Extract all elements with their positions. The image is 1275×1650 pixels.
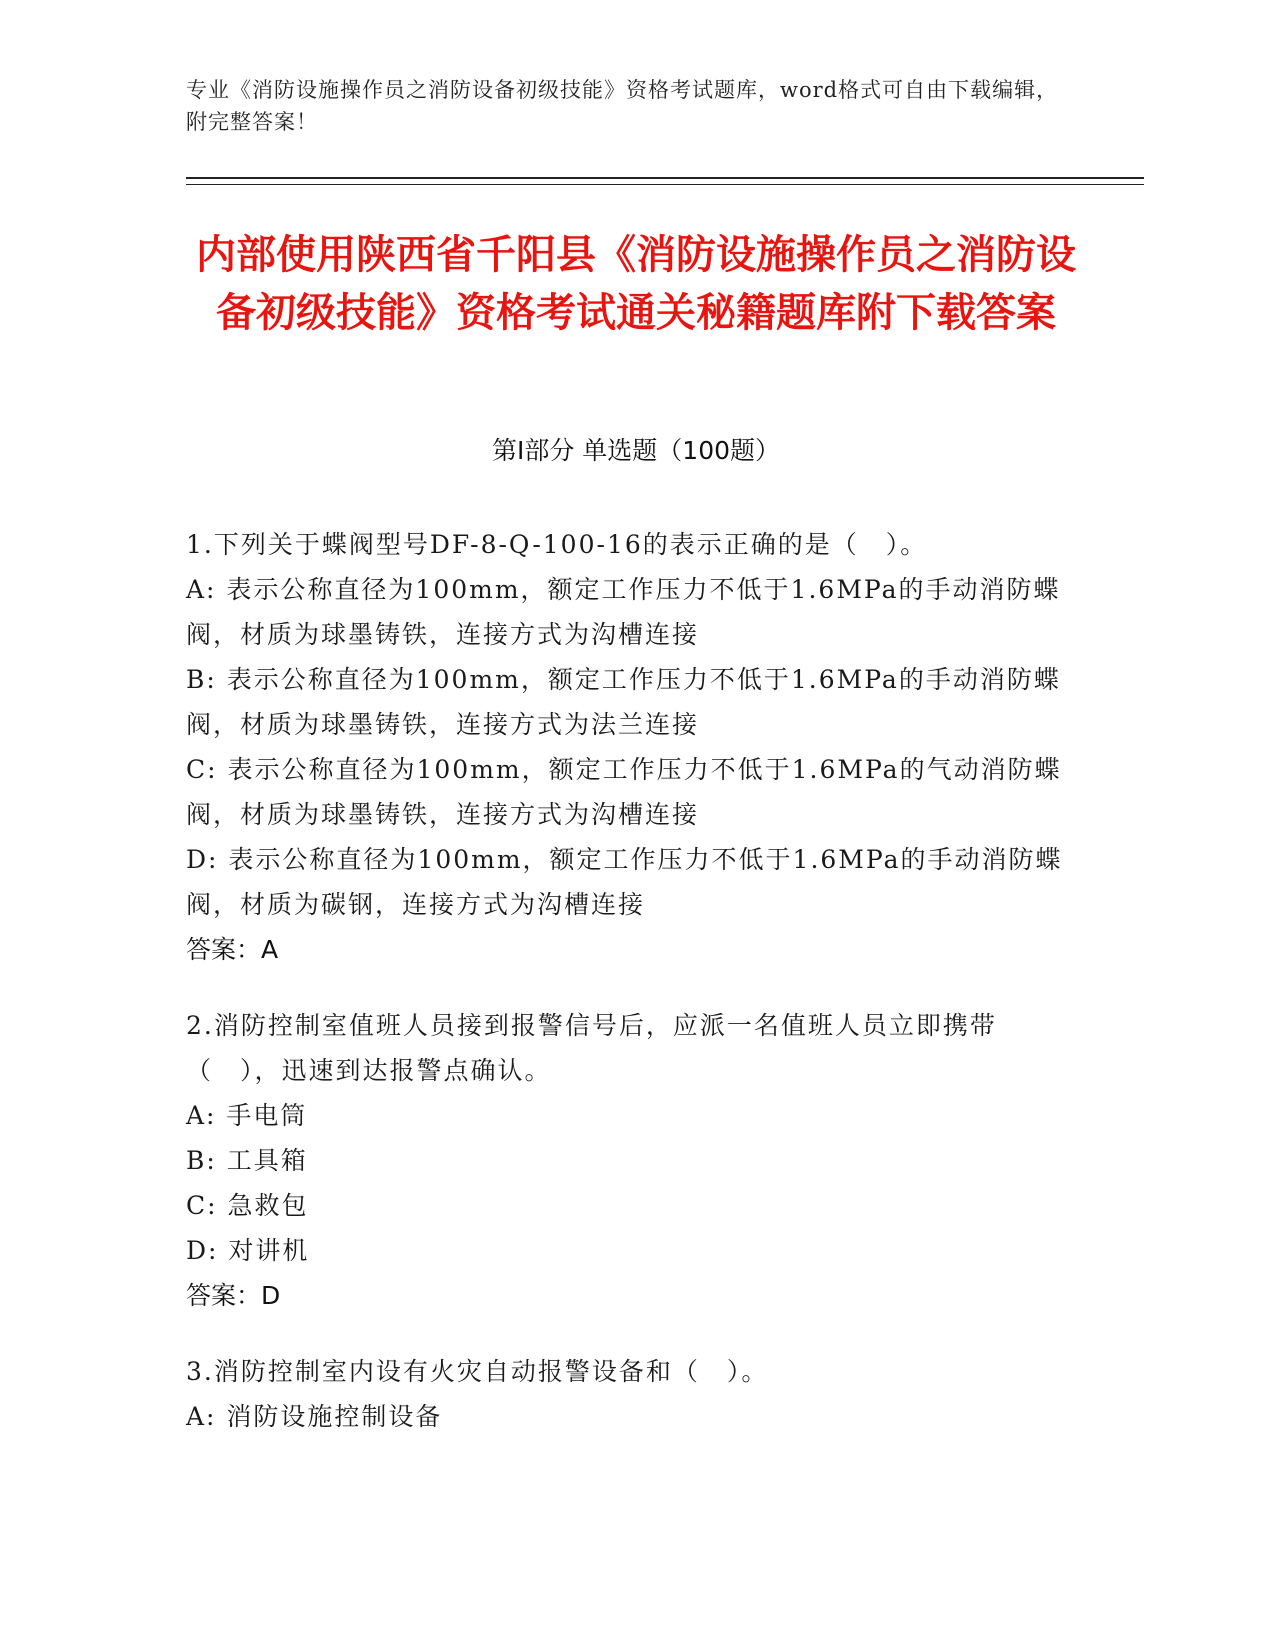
option-a: A: 表示公称直径为100mm，额定工作压力不低于1.6MPa的手动消防蝶阀，材质为球墨铸铁，连接方式为沟槽连接	[186, 575, 1061, 649]
option-b: B: 表示公称直径为100mm，额定工作压力不低于1.6MPa的手动消防蝶阀，材质为球墨铸铁，连接方式为法兰连接	[186, 665, 1061, 739]
question-stem: 3.消防控制室内设有火灾自动报警设备和（ ）。	[186, 1357, 769, 1386]
question-2	[186, 1003, 1076, 1318]
header-note: 专业《消防设施操作员之消防设备初级技能》资格考试题库，word格式可自由下载编辑，附完整答案！	[186, 78, 1059, 134]
option-a: A: 消防设施控制设备	[186, 1402, 443, 1431]
question-stem: 1.下列关于蝶阀型号DF-8-Q-100-16的表示正确的是（ ）。	[186, 530, 928, 559]
option-d: D: 表示公称直径为100mm，额定工作压力不低于1.6MPa的手动消防蝶阀，材质为碳钢，连接方式为沟槽连接	[186, 845, 1063, 919]
answer-line: 答案：A	[186, 935, 279, 964]
option-c: C: 急救包	[186, 1191, 309, 1220]
section-title: 第Ⅰ部分 单选题（100题）	[491, 436, 781, 465]
header-rule-thin	[186, 184, 1144, 185]
option-a: A: 手电筒	[186, 1101, 308, 1130]
answer-line: 答案：D	[186, 1281, 281, 1310]
document-title: 内部使用陕西省千阳县《消防设施操作员之消防设备初级技能》资格考试通关秘籍题库附下载答案	[196, 232, 1076, 336]
question-list	[186, 522, 1076, 1470]
question-3	[186, 1349, 1076, 1439]
header-rule-thick	[186, 177, 1144, 179]
option-c: C: 表示公称直径为100mm，额定工作压力不低于1.6MPa的气动消防蝶阀，材质为球墨铸铁，连接方式为沟槽连接	[186, 755, 1062, 829]
question-stem: 2.消防控制室值班人员接到报警信号后，应派一名值班人员立即携带（ ），迅速到达报警点确认。	[186, 1011, 997, 1085]
option-b: B: 工具箱	[186, 1146, 308, 1175]
option-d: D: 对讲机	[186, 1236, 310, 1265]
question-1	[186, 522, 1076, 972]
